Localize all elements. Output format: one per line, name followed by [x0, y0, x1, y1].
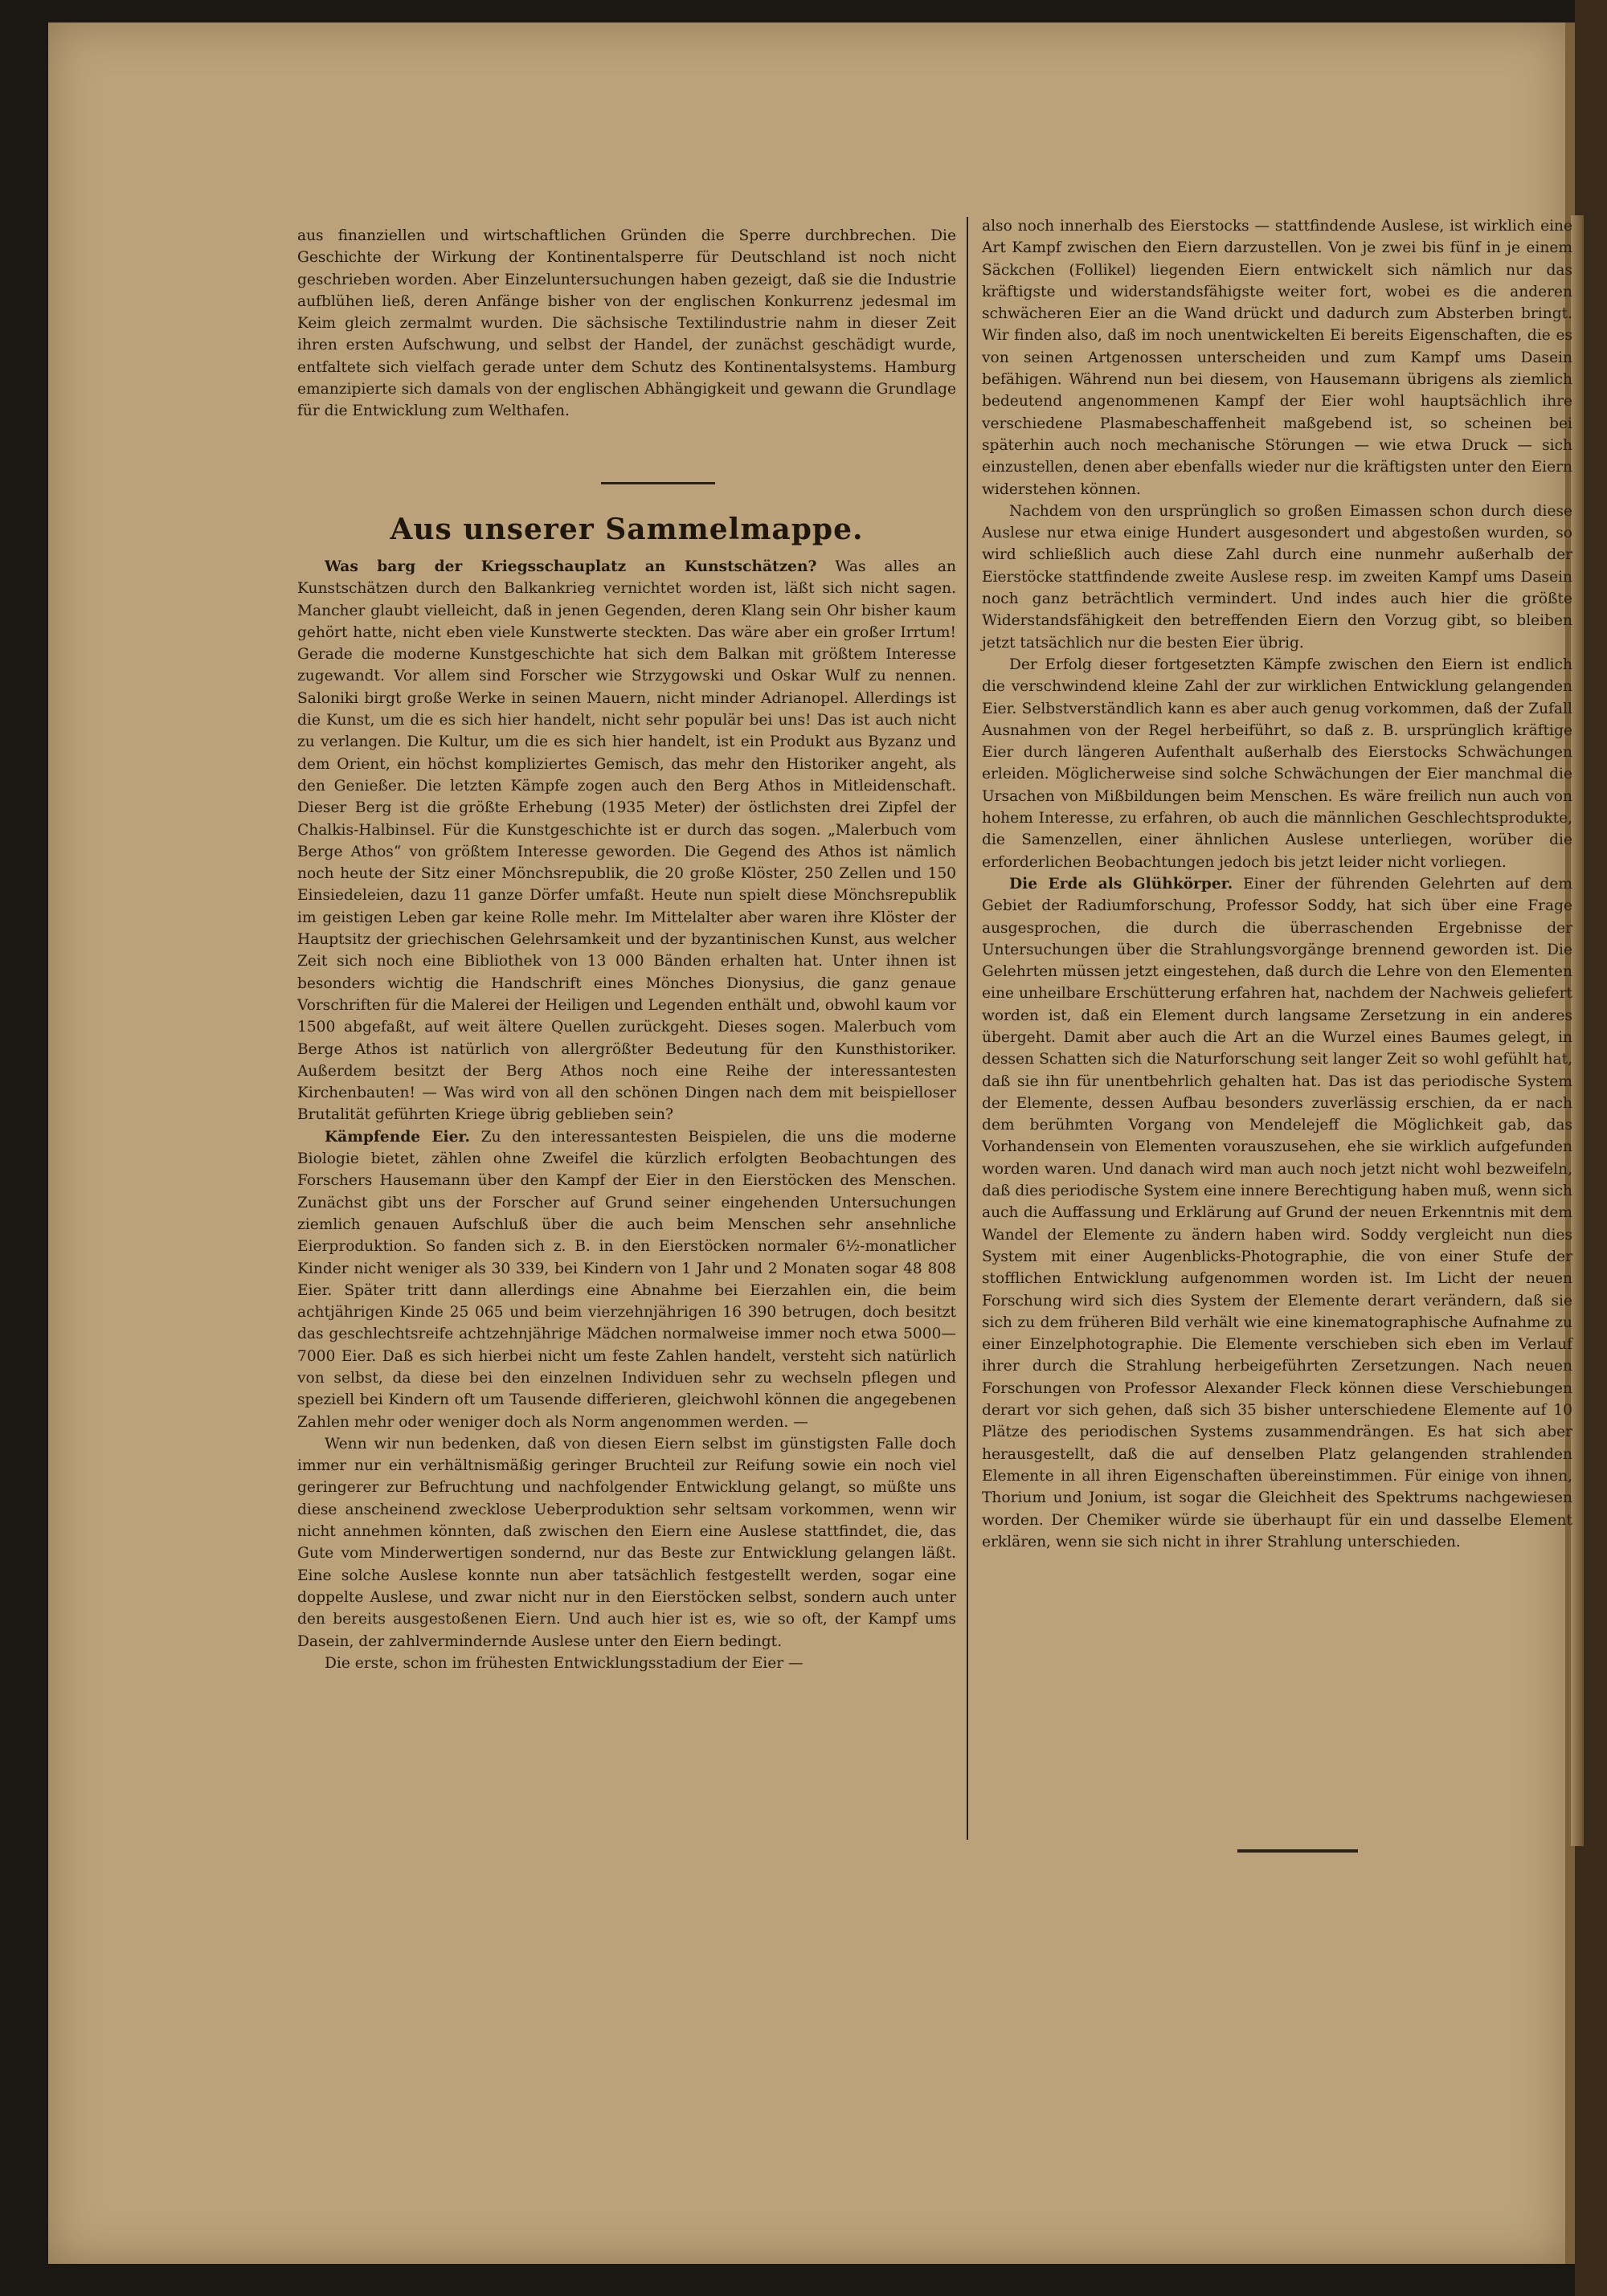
section-heading: Aus unserer Sammelmappe.: [390, 513, 864, 546]
right-paragraph-2: Nachdem von den ursprünglich so großen Eimassen schon durch diese Auslese nur etwa einige Hundert ausgesondert und abgestoßen wurden, so wird schließlich auch diese Zahl durch eine nunmehr außerhalb der Eierstöcke stattfindende zweite Auslese resp. im zweiten Kampf ums Dasein noch ganz beträchtlich vermindert. Und indes auch hier die größte Widerstandsfähigkeit den betreffenden Eiern den Vorzug gibt, so bleiben jetzt tatsächlich nur die besten Eier übrig.: [982, 502, 1572, 652]
column-divider: [967, 217, 968, 1840]
article-kaempfende-eier-title: Kämpfende Eier.: [325, 1128, 470, 1146]
article-kunstschaetze: [297, 556, 956, 1126]
article-erde-gluehkoerper-title: Die Erde als Glühkörper.: [1009, 875, 1233, 893]
article-kaempfende-eier-body: Zu den interessantesten Beispielen, die uns die moderne Biologie bietet, zählen ohne Zweifel die kürzlich erfolgten Beobachtungen des Forschers Hausemann über den Kampf der Eier in den Eierstöcken des Menschen. Zunächst gibt uns der Forscher auf Grund seiner eingehenden Untersuchungen ziemlich genauen Aufschluß über die auch beim Menschen sehr ansehnliche Eierproduktion. So fanden sich z. B. in den Eierstöcken normaler 6½-monatlicher Kinder nicht weniger als 30 339, bei Kindern von 1 Jahr und 2 Monaten sogar 48 808 Eier. Später tritt dann allerdings eine Abnahme bei Eierzahlen ein, die beim achtjährigen Kinde 25 065 und beim vierzehnjährigen 16 390 betrugen, doch besitzt das geschlechtsreife achtzehnjährige Mädchen normalweise immer noch etwa 5000—7000 Eier. Daß es sich hierbei nicht um feste Zahlen handelt, versteht sich natürlich von selbst, da diese bei den einzelnen Individuen sehr zu wechseln pflegen und speziell bei Kindern oft um Tausende differieren, gleichwohl können die angegebenen Zahlen mehr oder weniger doch als Norm angenommen werden. —: [297, 1128, 956, 1431]
left-paragraph-4: Wenn wir nun bedenken, daß von diesen Eiern selbst im günstigsten Falle doch immer nur ein verhältnismäßig geringer Bruchteil zur Reifung sowie ein noch viel geringerer zur Befruchtung und nachfolgender Entwicklung gelangt, so müßte uns diese anscheinend zwecklose Ueberproduktion sehr seltsam vorkommen, wenn wir nicht annehmen könnten, daß zwischen den Eiern eine Auslese stattfindet, die, das Gute vom Minderwertigen sondernd, nur das Beste zur Entwicklung gelangen läßt. Eine solche Auslese konnte nun aber tatsächlich festgestellt werden, sogar eine doppelte Auslese, und zwar nicht nur in den Eierstöcken selbst, sondern auch unter den bereits ausgestoßenen Eiern. Und auch hier ist es, wie so oft, der Kampf ums Dasein, der zahlvermindernde Auslese unter den Eiern bedingt.: [297, 1435, 956, 1650]
page-edge-shadow: [1571, 215, 1584, 1846]
article-kunstschaetze-body: Was alles an Kunstschätzen durch den Balkankrieg vernichtet worden ist, läßt sich nicht sagen. Mancher glaubt vielleicht, daß in jenen Gegenden, deren Klang sein Ohr bisher kaum gehört hatte, nicht eben viele Kunstwerte steckten. Das wäre aber ein großer Irrtum! Gerade die moderne Kunstgeschichte hat sich dem Balkan mit größtem Interesse zugewandt. Vor allem sind Forscher wie Strzygowski und Oskar Wulf zu nennen. Saloniki birgt große Werke in seinen Mauern, nicht minder Adrianopel. Allerdings ist die Kunst, um die es sich hier handelt, nicht sehr populär bei uns! Das ist auch nicht zu verlangen. Die Kultur, um die es sich hier handelt, ist ein Produkt aus Byzanz und dem Orient, ein höchst kompliziertes Gemisch, das mehr den Historiker angeht, als den Genießer. Die letzten Kämpfe zogen auch den Berg Athos in Mitleidenschaft. Dieser Berg ist die größte Erhebung (1935 Meter) der östlichsten drei Zipfel der Chalkis-Halbinsel. Für die Kunstgeschichte ist er durch das sogen. „Malerbuch vom Berge Athos“ von größtem Interesse geworden. Die Gegend des Athos ist nämlich noch heute der Sitz einer Mönchsrepublik, die 20 große Klöster, 250 Zellen und 150 Einsiedeleien, dazu 11 ganze Dörfer umfaßt. Heute nun spielt diese Mönchsrepublik im geistigen Leben gar keine Rolle mehr. Im Mittelalter aber waren ihre Klöster der Hauptsitz der griechischen Gelehrsamkeit und der byzantinischen Kunst, aus welcher Zeit sich noch eine Bibliothek von 13 000 Bänden erhalten hat. Unter ihnen ist besonders wichtig die Handschrift eines Mönches Dionysius, die ganz genaue Vorschriften für die Malerei der Heiligen und Legenden enthält und, obwohl kaum vor 1500 abgefaßt, auf weit ältere Quellen zurückgeht. Dieses sogen. Malerbuch vom Berge Athos ist natürlich von allergrößter Bedeutung für den Kunsthistoriker. Außerdem besitzt der Berg Athos noch eine Reihe der interessantesten Kirchenbauten! — Was wird von all den schönen Dingen nach dem mit beispielloser Brutalität geführten Kriege übrig geblieben sein?: [297, 558, 956, 1124]
left-paragraph-5: Die erste, schon im frühesten Entwicklungsstadium der Eier —: [325, 1654, 804, 1672]
article-erde-gluehkoerper: [982, 873, 1572, 1553]
section-divider: [601, 482, 715, 484]
article-kunstschaetze-title: Was barg der Kriegsschauplatz an Kunstschätzen?: [325, 558, 817, 575]
article-erde-gluehkoerper-body: Einer der führenden Gelehrten auf dem Gebiet der Radiumforschung, Professor Soddy, hat sich über eine Frage ausgesprochen, die durch die überraschenden Ergebnisse der Untersuchungen über die Strahlungsvorgänge brennend geworden ist. Die Gelehrten müssen jetzt eingestehen, daß durch die Lehre von den Elementen eine unheilbare Erschütterung erfahren hat, nachdem der Nachweis geliefert worden ist, daß ein Element durch langsame Zersetzung in ein anderes übergeht. Damit aber auch die Art an die Wurzel eines Baumes gelegt, in dessen Schatten sich die Naturforschung seit langer Zeit so wohl gefühlt hat, daß sie ihn für unentbehrlich gehalten hat. Das ist das periodische System der Elemente, dessen Aufbau besonders zuverlässig erschien, da er nach dem berühmten Vorgang von Mendelejeff die Möglichkeit gab, das Vorhandensein von Elementen vorauszusehen, ehe sie wirklich aufgefunden worden waren. Und danach wird man auch noch jetzt nicht wohl bezweifeln, daß dies periodische System eine innere Berechtigung haben muß, wenn sich auch die Auffassung und Erklärung auf Grund der neuen Erkenntnis mit dem Wandel der Elemente zu ändern haben wird. Soddy vergleicht nun dies System mit einer Augenblicks-Photographie, die von einer Stufe der stofflichen Entwicklung aufgenommen worden ist. Im Licht der neuen Forschung wird sich dies System der Elemente derart verändern, daß sie sich zu dem früheren Bild verhält wie eine kinematographische Aufnahme zu einer Einzelphotographie. Die Elemente verschieben sich eben im Verlauf ihrer durch die Strahlung herbeigeführten Zersetzungen. Nach neuen Forschungen von Professor Alexander Fleck können diese Verschiebungen derart vor sich gehen, daß sich 35 bisher unterschiedene Elemente auf 10 Plätze des periodischen Systems zusammendrängen. Es hat sich aber herausgestellt, daß die auf denselben Platz gelangenden strahlenden Elemente in all ihren Eigenschaften übereinstimmen. Für einige von ihnen, Thorium und Jonium, ist sogar die Gleichheit des Spektrums nachgewiesen worden. Der Chemiker würde sie überhaupt für ein und dasselbe Element erklären, wenn sie sich nicht in ihrer Strahlung unterschieden.: [982, 875, 1572, 1550]
left-column-lower: [297, 556, 956, 1674]
article-kaempfende-eier: [297, 1126, 956, 1433]
end-divider: [1237, 1849, 1358, 1853]
left-paragraph-1: aus finanziellen und wirtschaftlichen Gründen die Sperre durchbrechen. Die Geschichte der Wirkung der Kontinentalsperre für Deutschland ist noch nicht geschrieben worden. Aber Einzeluntersuchungen haben gezeigt, daß sie die Industrie aufblühen ließ, deren Anfänge bisher von der englischen Konkurrenz jedesmal im Keim gleich zermalmt wurden. Die sächsische Textilindustrie nahm in dieser Zeit ihren ersten Aufschwung, und selbst der Handel, der zunächst geschädigt wurde, entfaltete sich vielfach gerade unter dem Schutz des Kontinentalsystems. Hamburg emanzipierte sich damals von der englischen Abhängigkeit und gewann die Grundlage für die Entwicklung zum Welthafen.: [297, 227, 956, 420]
right-column: [982, 215, 1572, 1553]
left-column: [297, 225, 956, 423]
right-paragraph-1: also noch innerhalb des Eierstocks — stattfindende Auslese, ist wirklich eine Art Kampf zwischen den Eiern darzustellen. Von je zwei bis fünf in je einem Säckchen (Follikel) liegenden Eiern entwickelt sich nämlich nur das kräftigste und widerstandsfähigste weiter fort, wobei es die anderen schwächeren Eier an die Wand drückt und dadurch zum Absterben bringt. Wir finden also, daß im noch unentwickelten Ei bereits Eigenschaften, die es von seinen Artgenossen unterscheiden und zum Kampf ums Dasein befähigen. Während nun bei diesem, von Hausemann übrigens als ziemlich bedeutend angenommenen Kampf der Eier wohl hauptsächlich ihre verschiedene Plasmabeschaffenheit maßgebend ist, so scheinen bei späterhin auch noch mechanische Störungen — wie etwa Druck — sich einzustellen, denen aber ebenfalls wieder nur die kräftigsten unter den Eiern widerstehen können.: [982, 218, 1572, 498]
right-paragraph-3: Der Erfolg dieser fortgesetzten Kämpfe zwischen den Eiern ist endlich die verschwindend kleine Zahl der zur wirklichen Entwicklung gelangenden Eier. Selbstverständlich kann es aber auch genug vorkommen, daß der Zufall Ausnahmen von der Regel herbeiführt, so daß z. B. ursprünglich kräftige Eier durch längeren Aufenthalt außerhalb des Eierstocks Schwächungen erleiden. Möglicherweise sind solche Schwächungen der Eier manchmal die Ursachen von Mißbildungen beim Menschen. Es wäre freilich nun auch von hohem Interesse, zu erfahren, ob auch die männlichen Geschlechtsprodukte, die Samenzellen, einer ähnlichen Auslese unterliegen, worüber die erforderlichen Beobachtungen jedoch bis jetzt leider nicht vorliegen.: [982, 656, 1572, 871]
